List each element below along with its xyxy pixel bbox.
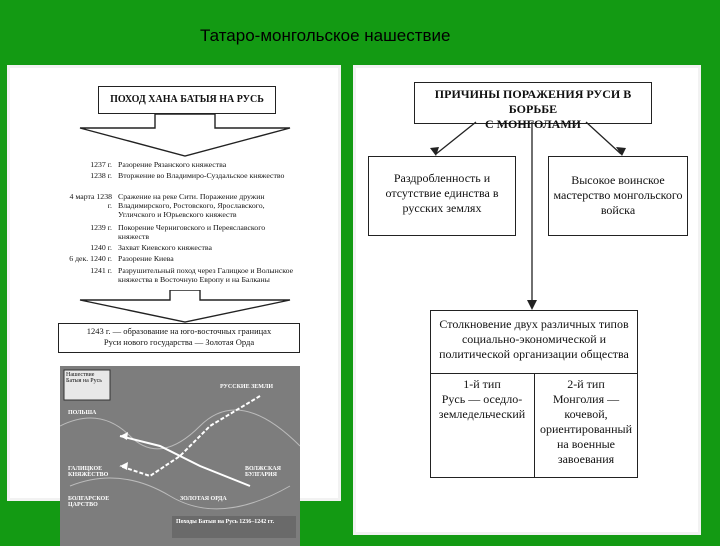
- cause-fragmentation-box: Раздробленность и отсутствие единства в русских землях: [368, 156, 516, 236]
- type2-block: 2-й тип Монголия — кочевой, ориентированный на военные завоевания: [540, 377, 632, 466]
- map-legend: Нашествие Батыя на Русь: [66, 372, 102, 384]
- batu-campaign-panel: ПОХОД ХАНА БАТЫЯ НА РУСЬ 1237 г. Разорение Рязанского княжества 1238 г. Вторжение во Владимиро-Суздальское княжество 4 марта 1238 г. Сражение на реке Сити. Поражение дружин Владимирского, Ростовского, Ярославского, Угличского и Юрьевского княжеств 1239 г. Покорение Черниговского и Переяславского княжеств 1240 г. Захват Киевского княжества 6 дек. 1240 г. Разорение Киева 1241 г. Разрушительный поход через Галицкое и Волынское княжества в Восточную Европу и на Балканы 1243 г. — образование на юго-восточных границах Руси нового государства — Золотая Орда Нашествие Батыя на Русь ПОЛЬША ГАЛИЦКОЕ КНЯЖЕСТВО БОЛГАРСКОЕ ЦАРСТВО ЗОЛОТАЯ ОРДА РУССКИЕ ЗЕМЛИ ВОЛЖСКАЯ БУЛГАРИЯ Походы Батыя на Русь 1236–1242 гг.: [10, 68, 338, 498]
- type1-block: 1-й тип Русь — оседло-земледельческий: [438, 377, 526, 421]
- golden-horde-note: 1243 г. — образование на юго-восточных границах Руси нового государства — Золотая Орда: [58, 323, 300, 353]
- map-label-horde: ЗОЛОТАЯ ОРДА: [180, 496, 227, 502]
- clash-text: Столкновение двух различных типов социально-экономической и политической организации общества: [431, 311, 637, 374]
- defeat-causes-panel: [356, 68, 698, 532]
- map-label-volga-bulgaria: ВОЛЖСКАЯ БУЛГАРИЯ: [245, 466, 281, 478]
- map-route-caption: Походы Батыя на Русь 1236–1242 гг.: [176, 519, 275, 525]
- campaign-header: ПОХОД ХАНА БАТЫЯ НА РУСЬ: [98, 86, 276, 114]
- cause-mongol-skill-box: Высокое воинское мастерство монгольского войска: [548, 156, 688, 236]
- map-label-poland: ПОЛЬША: [68, 410, 97, 416]
- map-label-russia: РУССКИЕ ЗЕМЛИ: [220, 384, 274, 390]
- invasion-map: [60, 366, 300, 546]
- clash-box: [430, 310, 638, 478]
- events-arrow-icon: [50, 290, 320, 324]
- map-label-galicia: ГАЛИЦКОЕ КНЯЖЕСТВО: [68, 466, 109, 478]
- slide-title: Татаро-монгольское нашествие: [200, 26, 451, 45]
- causes-title-box: ПРИЧИНЫ ПОРАЖЕНИЯ РУСИ В БОРЬБЕ С МОНГОЛАМИ: [414, 82, 652, 124]
- header-arrow-icon: [50, 114, 320, 158]
- map-label-bulgaria: БОЛГАРСКОЕ ЦАРСТВО: [68, 496, 110, 508]
